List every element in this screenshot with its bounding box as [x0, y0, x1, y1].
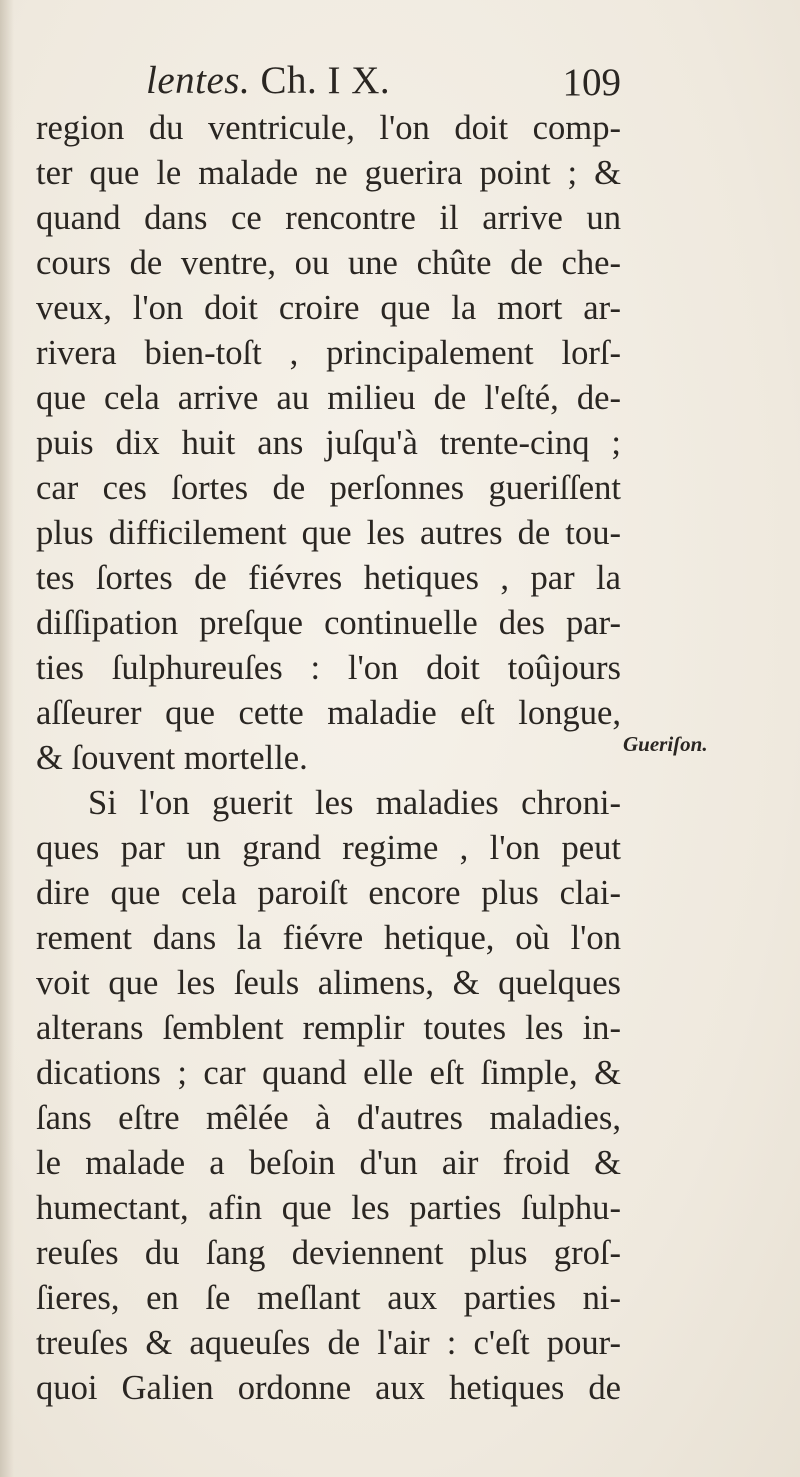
text-line: alterans ſemblent remplir toutes les in-: [36, 1009, 621, 1047]
body-text: [36, 106, 621, 1411]
running-title-chapter: Ch. I X.: [250, 59, 391, 102]
text-line: diſſipation preſque continuelle des par-: [36, 604, 621, 642]
text-line: dire que cela paroiſt encore plus clai-: [36, 874, 621, 912]
text-line: reuſes du ſang deviennent plus groſ-: [36, 1234, 621, 1272]
text-line: cours de ventre, ou une chûte de che-: [36, 244, 621, 282]
text-line: treuſes & aqueuſes de l'air : c'eſt pour-: [36, 1324, 621, 1362]
text-line: veux, l'on doit croire que la mort ar-: [36, 289, 621, 327]
running-title-italic: lentes.: [146, 59, 251, 102]
gutter-shadow: [0, 0, 14, 1477]
text-line: region du ventricule, l'on doit comp-: [36, 109, 621, 147]
text-line: rivera bien-toſt , principalement lorſ-: [36, 334, 621, 372]
text-line: ſans eſtre mêlée à d'autres maladies,: [36, 1099, 621, 1137]
running-title: [146, 58, 390, 103]
text-line: puis dix huit ans juſqu'à trente-cinq ;: [36, 424, 621, 462]
text-line: quoi Galien ordonne aux hetiques de: [36, 1369, 621, 1407]
text-line: quand dans ce rencontre il arrive un: [36, 199, 621, 237]
text-line: ques par un grand regime , l'on peut: [36, 829, 621, 867]
text-line: ter que le malade ne guerira point ; &: [36, 154, 621, 192]
text-line: plus difficilement que les autres de tou-: [36, 514, 621, 552]
text-line: ſieres, en ſe meſlant aux parties ni-: [36, 1279, 621, 1317]
text-line: que cela arrive au milieu de l'eſté, de-: [36, 379, 621, 417]
text-line: ties ſulphureuſes : l'on doit toûjours: [36, 649, 621, 687]
text-line: le malade a beſoin d'un air froid &: [36, 1144, 621, 1182]
paragraph-start-line: Si l'on guerit les maladies chroni-: [88, 784, 621, 822]
text-line: humectant, afin que les parties ſulphu-: [36, 1189, 621, 1227]
text-line: tes ſortes de fiévres hetiques , par la: [36, 559, 621, 597]
marginal-note: Gueriſon.: [623, 732, 708, 756]
text-line: dications ; car quand elle eſt ſimple, &: [36, 1054, 621, 1092]
text-line: voit que les ſeuls alimens, & quelques: [36, 964, 621, 1002]
text-line: rement dans la fiévre hetique, où l'on: [36, 919, 621, 957]
text-line: & ſouvent mortelle.: [36, 739, 308, 777]
page-number: 109: [562, 61, 621, 104]
text-line: aſſeurer que cette maladie eſt longue,: [36, 694, 621, 732]
text-line: car ces ſortes de perſonnes gueriſſent: [36, 469, 621, 507]
page-header: [36, 58, 621, 108]
